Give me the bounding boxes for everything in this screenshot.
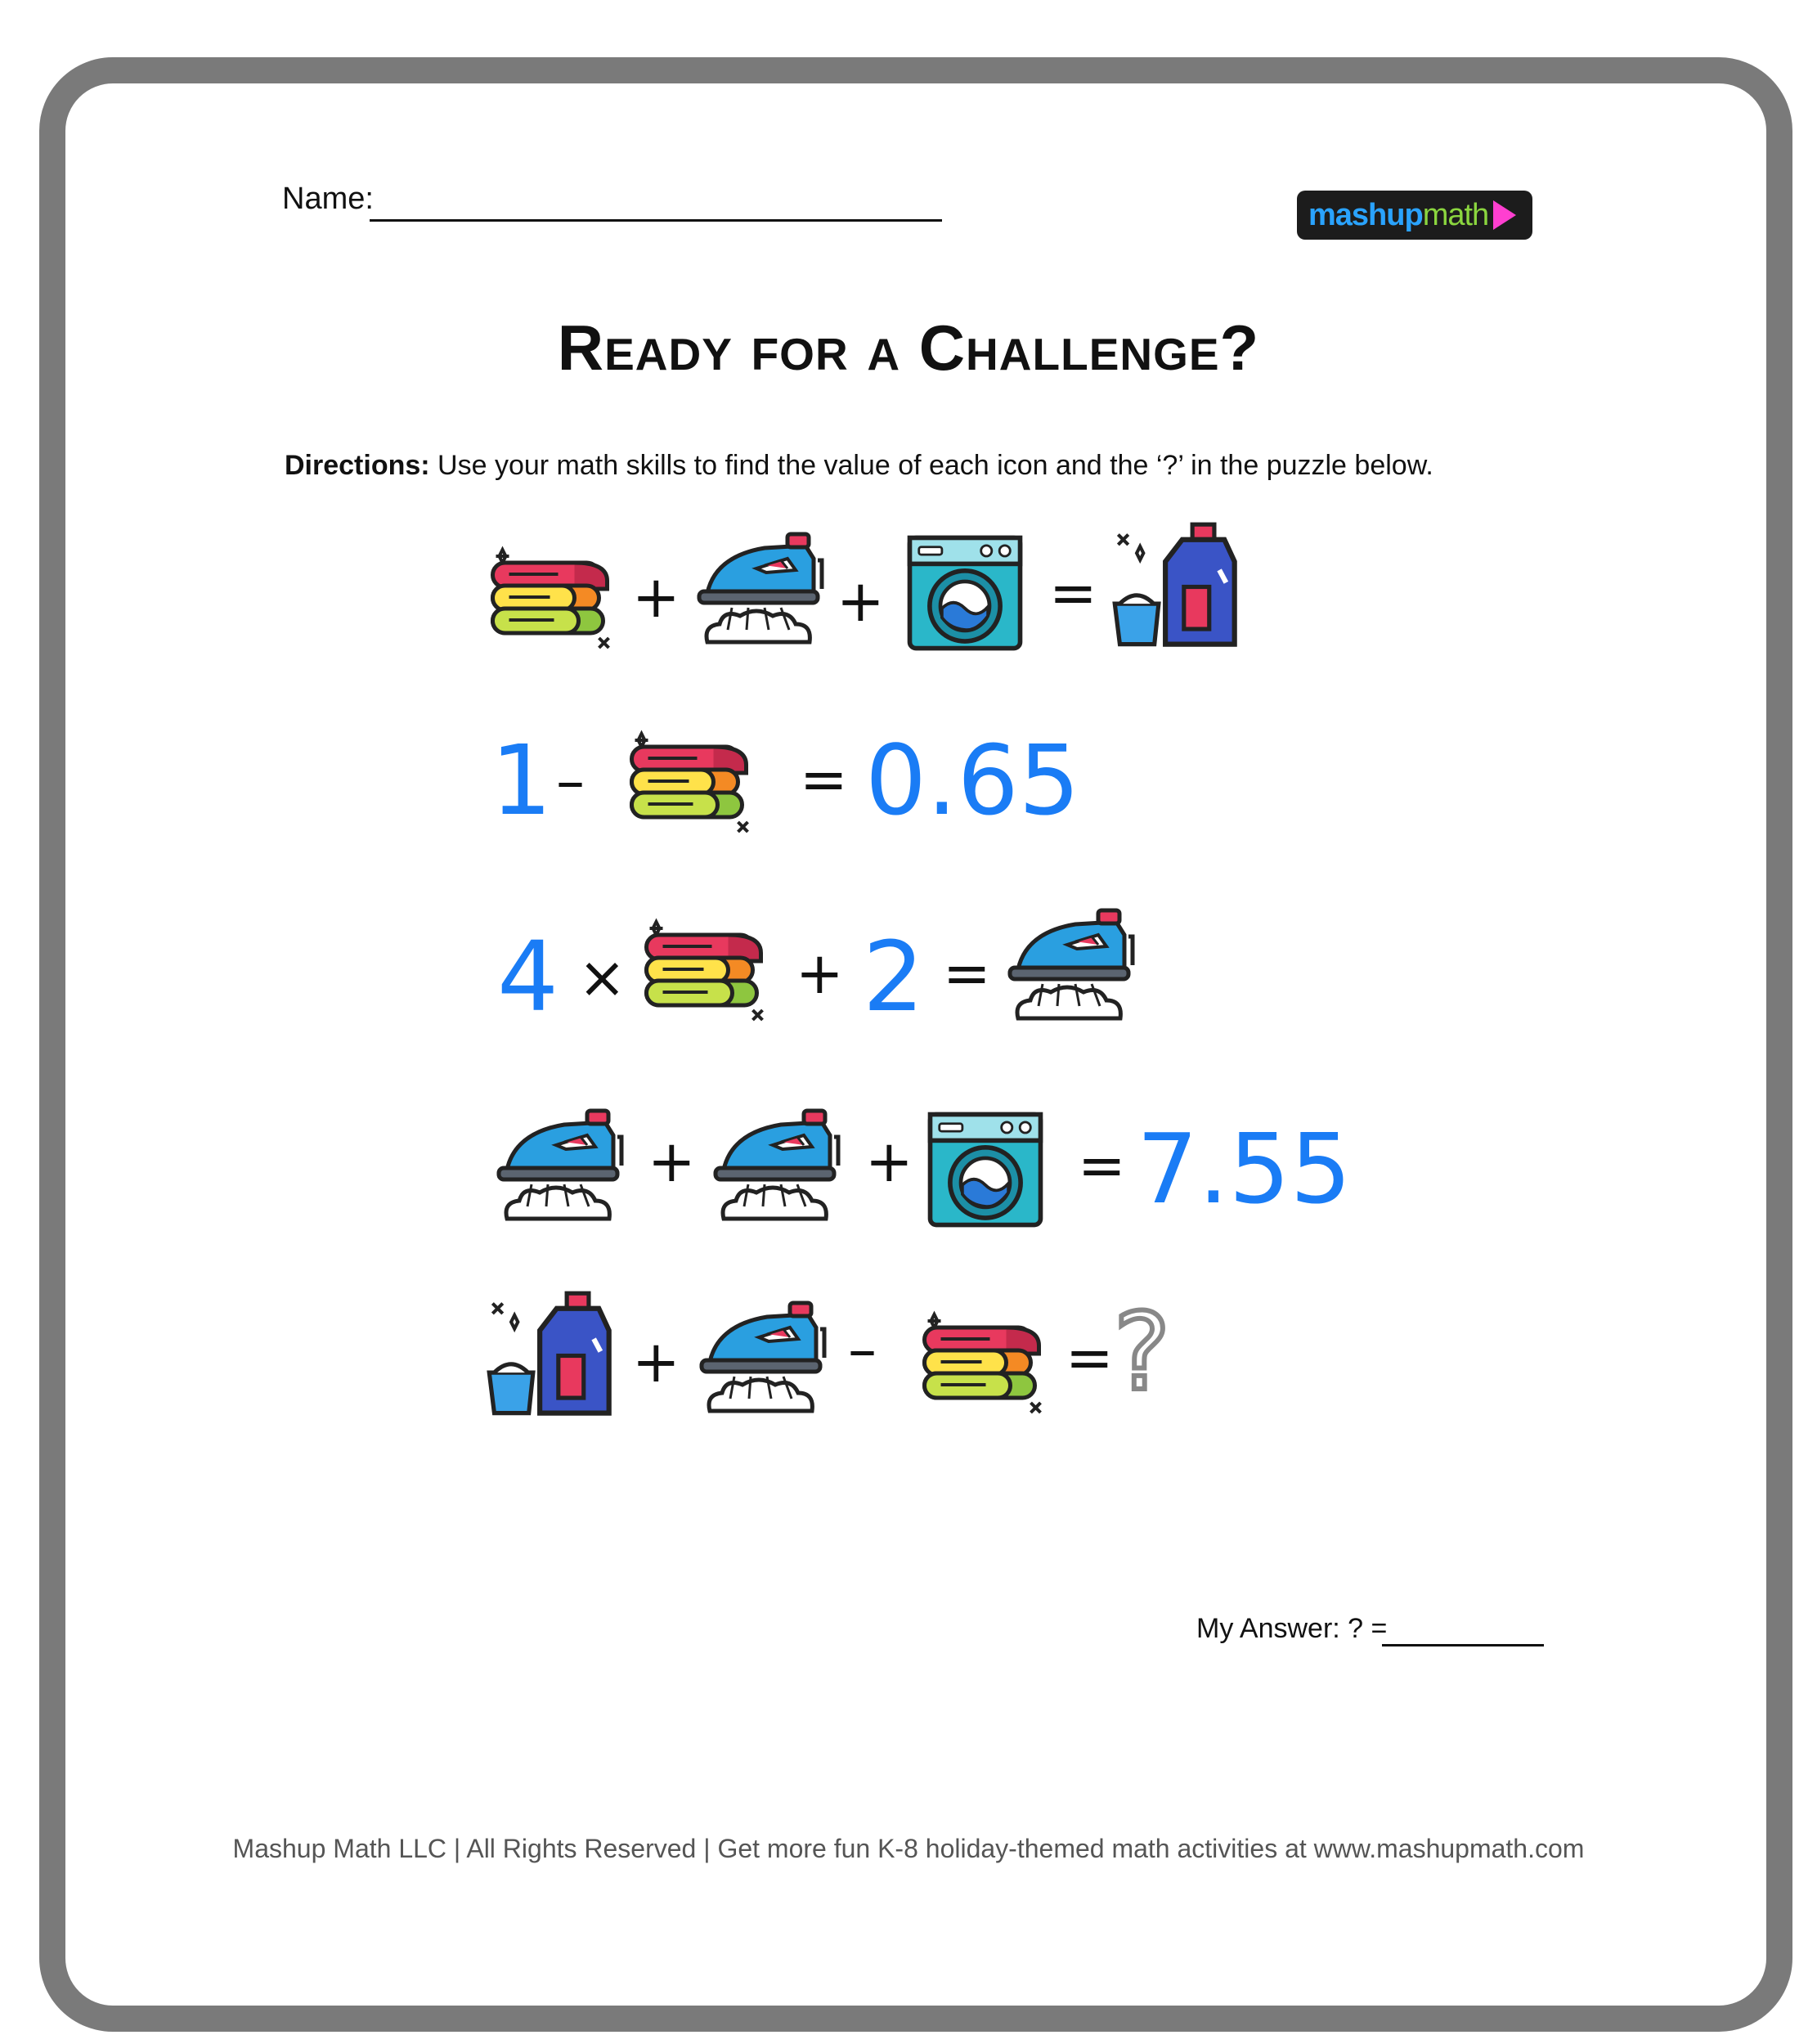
name-field-line[interactable]	[370, 219, 942, 222]
iron-icon	[1002, 904, 1141, 1035]
directions	[285, 450, 1433, 482]
row3-number-2: 2	[863, 920, 925, 1033]
row3-equals: =	[943, 940, 991, 1007]
row4-equals: =	[1078, 1132, 1126, 1199]
iron-icon	[693, 1296, 832, 1427]
washing-machine-icon	[904, 532, 1026, 654]
row2-equals: =	[800, 746, 848, 813]
row1-plus-1: +	[632, 564, 680, 631]
row2-result: 0.65	[865, 724, 1080, 837]
iron-icon	[691, 528, 830, 658]
directions-text: Use your math skills to find the value of each icon and the ‘?’ in the puzzle below.	[437, 450, 1433, 481]
detergent-icon	[1108, 519, 1243, 654]
iron-icon	[707, 1104, 846, 1235]
logo-text-part2: math	[1422, 197, 1489, 232]
row4-plus-2: +	[865, 1128, 913, 1195]
row3-times: ×	[578, 944, 626, 1011]
play-triangle-icon	[1493, 200, 1516, 230]
row2-minus: –	[556, 748, 585, 815]
answer-field-line[interactable]	[1382, 1644, 1544, 1646]
row1-equals: =	[1049, 559, 1097, 627]
logo-text-part1: mashup	[1308, 197, 1423, 232]
towels-icon	[482, 532, 617, 654]
towels-icon	[621, 716, 756, 838]
answer-label: My Answer: ? =	[1196, 1613, 1388, 1644]
row5-minus: –	[848, 1316, 877, 1383]
detergent-icon	[482, 1288, 617, 1423]
row2-number-1: 1	[491, 724, 553, 837]
row3-plus: +	[796, 940, 844, 1007]
towels-icon	[914, 1296, 1049, 1419]
row5-equals: =	[1066, 1324, 1114, 1391]
row4-result: 7.55	[1137, 1112, 1352, 1225]
question-mark-icon: ?	[1114, 1290, 1170, 1414]
row3-number-1: 4	[497, 920, 559, 1033]
towels-icon	[636, 904, 771, 1026]
row1-plus-2: +	[837, 568, 885, 635]
page-title: Ready for a Challenge?	[557, 312, 1260, 384]
washing-machine-icon	[924, 1108, 1047, 1231]
row5-plus: +	[632, 1328, 680, 1395]
directions-label: Directions:	[285, 450, 430, 481]
name-label: Name:	[282, 182, 374, 216]
footer: Mashup Math LLC | All Rights Reserved | Get more fun K-8 holiday-themed math activities at www.mashupmath.com	[232, 1834, 1585, 1863]
row4-plus-1: +	[648, 1128, 696, 1195]
iron-icon	[491, 1104, 630, 1235]
mashupmath-logo	[1297, 191, 1532, 240]
